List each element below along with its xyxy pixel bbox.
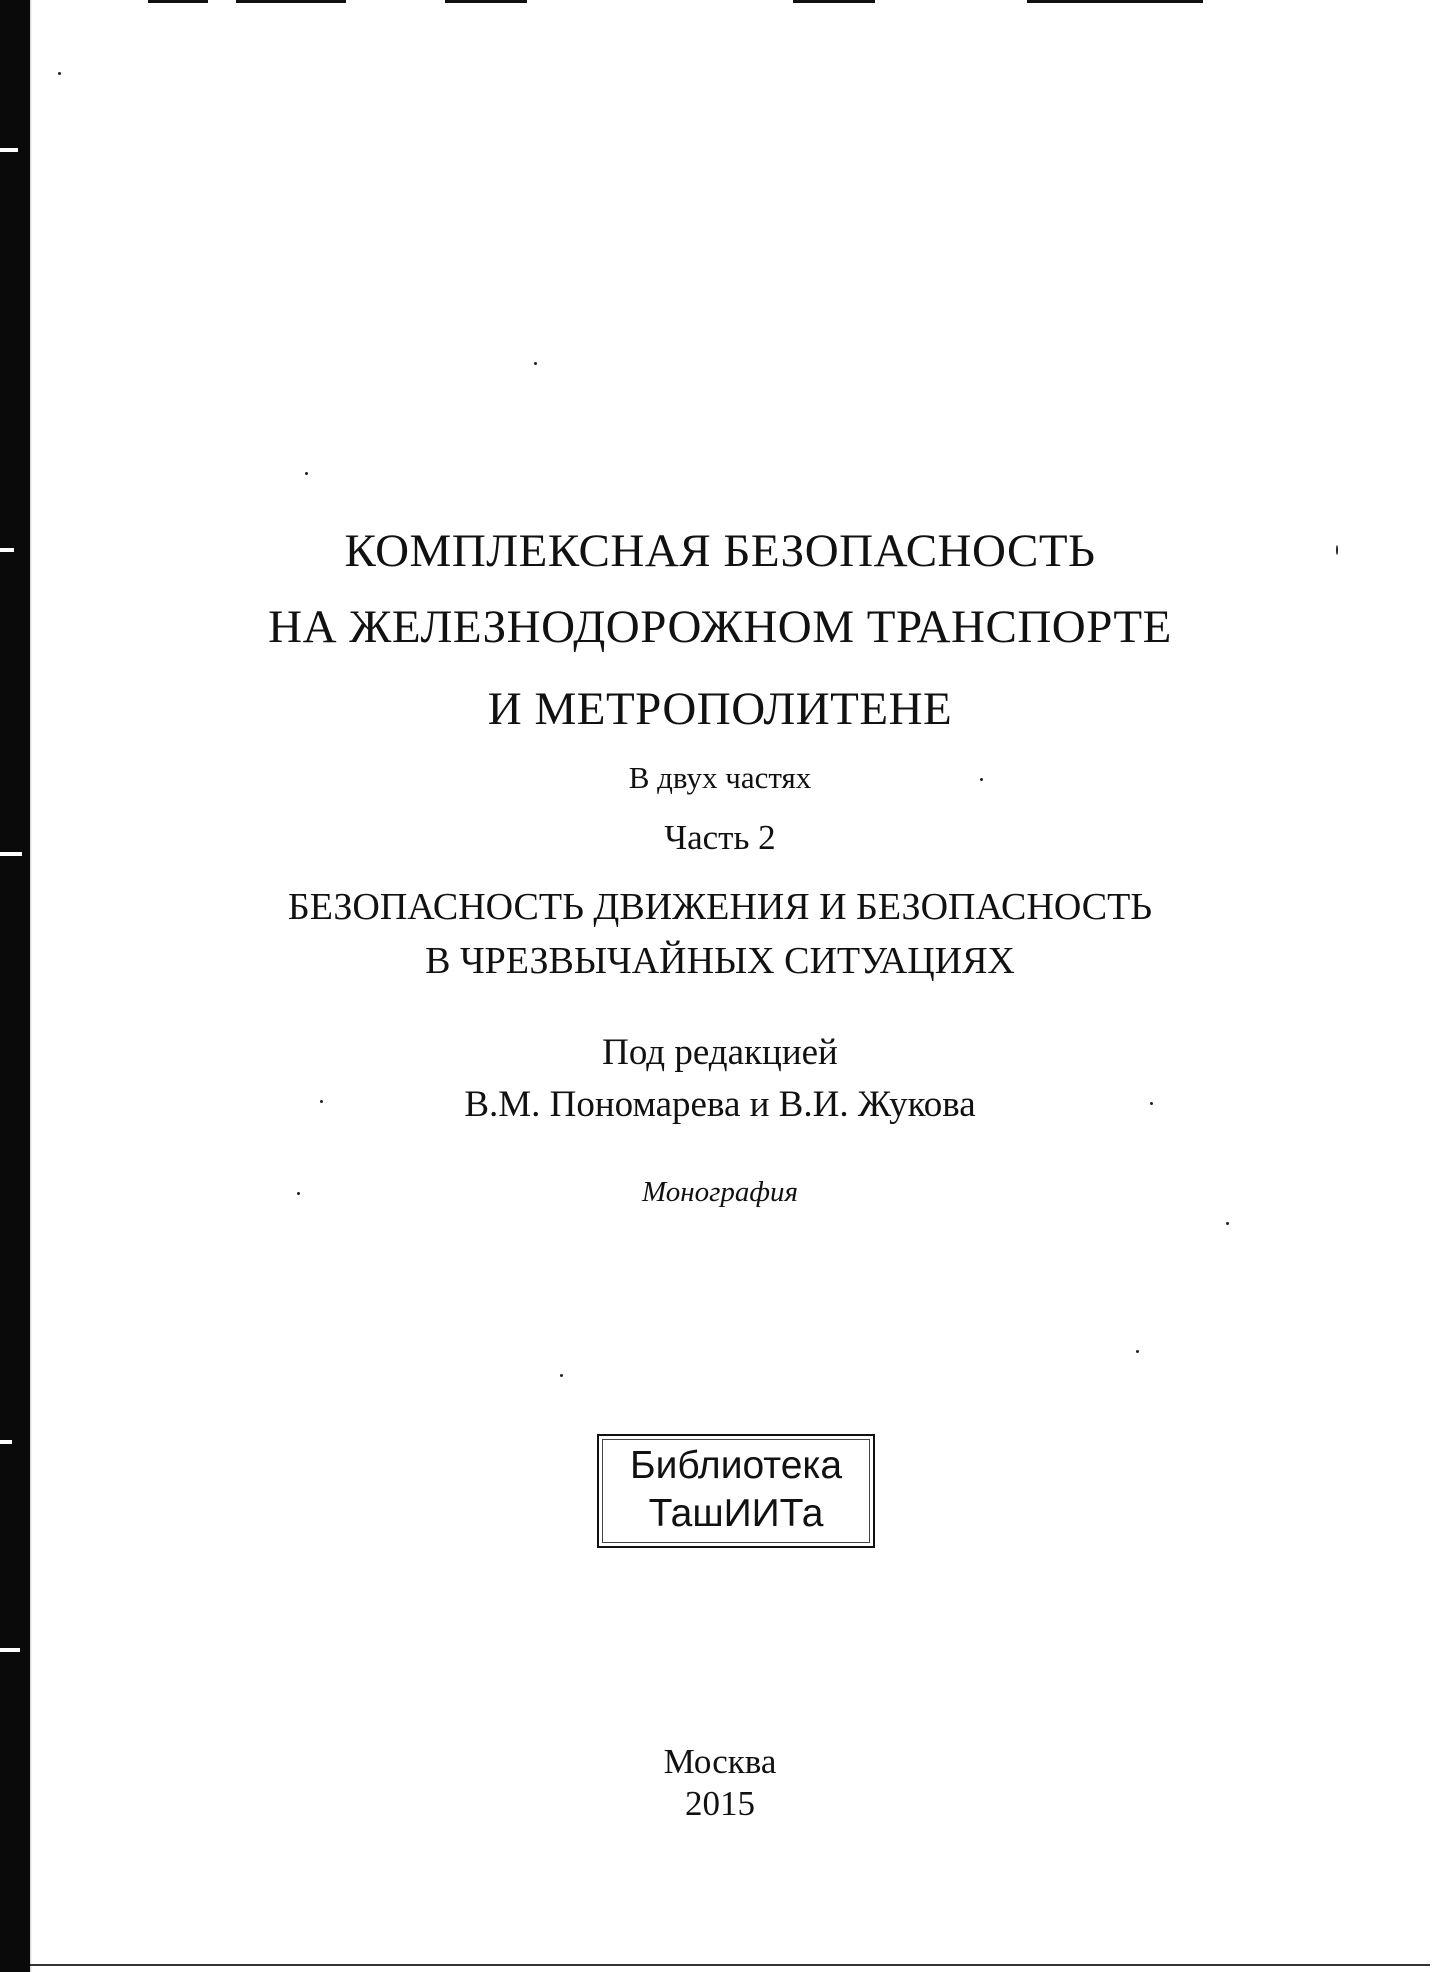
scan-speck: [560, 1374, 563, 1377]
scan-speck: [1226, 1222, 1229, 1225]
scan-speck: [1136, 1350, 1139, 1353]
publication-city: Москва: [663, 1742, 777, 1781]
scan-speck: [305, 472, 308, 475]
top-rule: [236, 0, 346, 3]
top-rule: [445, 0, 527, 3]
edge-notch: [0, 148, 18, 152]
edge-notch: [0, 1440, 12, 1444]
stamp-line-1: Библиотека: [629, 1444, 843, 1487]
section-title-line-1: БЕЗОПАСНОСТЬ ДВИЖЕНИЯ И БЕЗОПАСНОСТЬ: [287, 886, 1153, 928]
publication-year: 2015: [685, 1784, 755, 1823]
top-rule: [1027, 0, 1203, 3]
section-title-line-2: В ЧРЕЗВЫЧАЙНЫХ СИТУАЦИЯХ: [425, 940, 1015, 982]
parts-note: В двух частях: [628, 760, 812, 795]
library-stamp: [597, 1434, 875, 1548]
part-label: Часть 2: [664, 818, 776, 857]
edge-notch: [0, 1648, 20, 1652]
edge-notch: [0, 548, 14, 552]
editors-names: В.М. Пономарева и В.И. Жукова: [464, 1084, 976, 1125]
bottom-rule: [30, 1964, 1430, 1966]
genre-label: Монография: [641, 1176, 799, 1208]
edge-notch: [0, 852, 22, 856]
top-rule: [793, 0, 875, 3]
scan-speck: [534, 362, 537, 365]
edited-by-label: Под редакцией: [602, 1032, 838, 1073]
scan-speck: [58, 72, 61, 75]
binding-shadow: [0, 0, 30, 1972]
title-line-3: И МЕТРОПОЛИТЕНЕ: [487, 683, 953, 735]
title-line-1: КОМПЛЕКСНАЯ БЕЗОПАСНОСТЬ: [344, 525, 1096, 577]
stamp-line-2: ТашИИТа: [648, 1492, 824, 1535]
title-line-2: НА ЖЕЛЕЗНОДОРОЖНОМ ТРАНСПОРТЕ: [268, 601, 1172, 653]
top-rule: [148, 0, 208, 3]
